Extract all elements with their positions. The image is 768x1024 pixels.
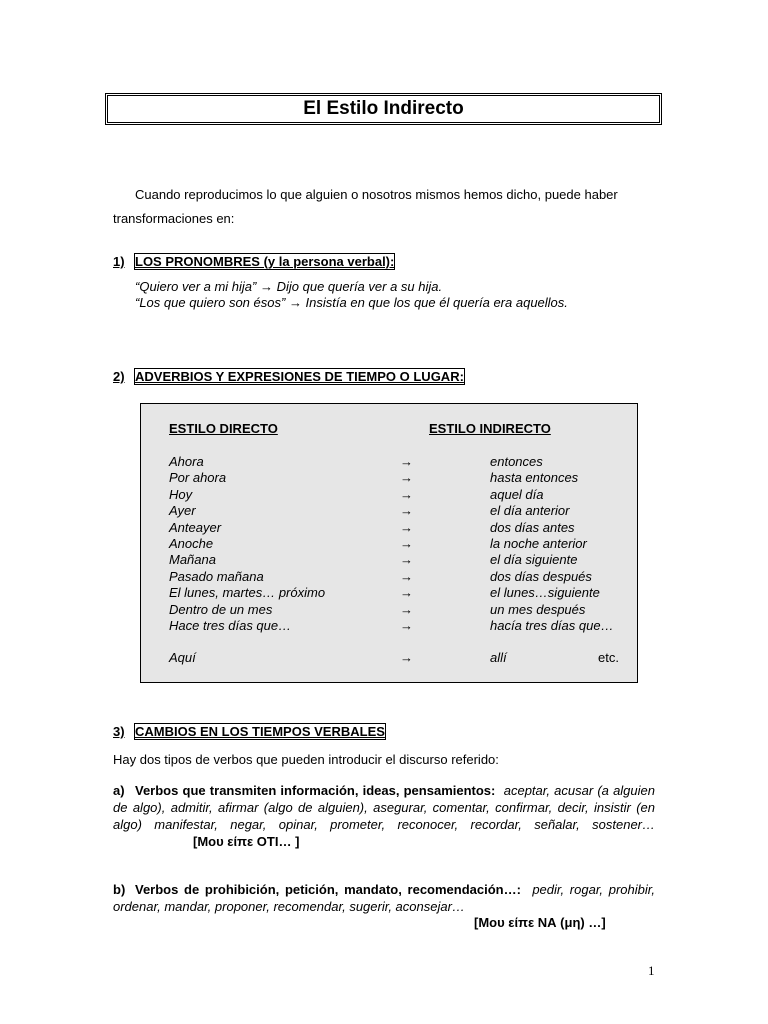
arrow-right-icon: →: [400, 568, 413, 584]
verbs-b-greek: [Μου είπε ΝΑ (μη) …]: [474, 915, 606, 930]
table-row: [169, 585, 629, 601]
example-result: Dijo que quería ver a su hija.: [273, 279, 443, 294]
row-indirect: aquel día: [490, 486, 544, 502]
verbs-b-paragraph: [113, 881, 655, 915]
verbs-a-label: a): [113, 783, 125, 798]
section-2-number: 2): [113, 369, 125, 384]
section-1-number: 1): [113, 254, 125, 269]
row-etc: etc.: [598, 650, 619, 665]
row-direct: Ahora: [169, 454, 204, 469]
section-3-number: 3): [113, 724, 125, 739]
row-indirect: entonces: [490, 454, 543, 469]
arrow-right-icon: →: [400, 454, 413, 469]
intro-line-2: transformaciones en:: [113, 211, 235, 226]
table-row: [169, 602, 629, 618]
row-direct: Anteayer: [169, 519, 222, 535]
table-row: [169, 503, 629, 519]
example-result: Insistía en que los que él quería era aquellos.: [301, 295, 568, 310]
row-indirect: el día siguiente: [490, 552, 578, 568]
table-row: [169, 536, 629, 552]
row-indirect: hacía tres días que…: [490, 618, 614, 633]
row-direct: Hoy: [169, 486, 193, 502]
table-row: [169, 454, 629, 470]
row-direct: El lunes, martes… próximo: [169, 585, 326, 601]
section-3-title: CAMBIOS EN LOS TIEMPOS VERBALES: [135, 724, 385, 739]
arrow-right-icon: →: [400, 585, 413, 601]
verbs-a-greek: [Μου είπε ΟΤΙ… ]: [193, 834, 300, 849]
section-1-examples: [135, 279, 568, 311]
table-row: [169, 470, 629, 486]
intro-paragraph: [113, 183, 658, 231]
row-indirect: la noche anterior: [490, 536, 587, 551]
arrow-right-icon: →: [400, 601, 413, 617]
section-2-title: ADVERBIOS Y EXPRESIONES DE TIEMPO O LUGAR:: [135, 369, 464, 384]
table-row: [169, 520, 629, 536]
example-line: [135, 295, 568, 311]
table-row: [169, 552, 629, 568]
title-box: [105, 93, 662, 125]
row-direct: Hace tres días que…: [169, 618, 292, 633]
table-row: [169, 487, 629, 503]
verbs-a-paragraph: [113, 782, 655, 850]
row-direct: Por ahora: [169, 470, 227, 486]
table-head-direct: ESTILO DIRECTO: [169, 421, 278, 436]
table-head-indirect: ESTILO INDIRECTO: [429, 421, 551, 436]
row-indirect: un mes después: [490, 601, 586, 617]
arrow-right-icon: →: [400, 519, 413, 535]
verbs-a-title: Verbos que transmiten información, ideas, pensamientos: [135, 783, 492, 798]
table-row-last: [169, 650, 629, 666]
row-indirect: el día anterior: [490, 503, 570, 519]
example-quote: “Los que quiero son ésos”: [135, 295, 286, 310]
arrow-right-icon: →: [400, 503, 413, 519]
arrow-right-icon: →: [400, 618, 413, 633]
section-2-heading: [113, 369, 464, 384]
arrow-right-icon: →: [400, 536, 413, 551]
arrow-right-icon: →: [288, 295, 302, 310]
row-indirect: el lunes…siguiente: [490, 585, 600, 601]
verbs-b-title: Verbos de prohibición, petición, mandato, recomendación…:: [135, 882, 521, 897]
row-direct: Mañana: [169, 552, 216, 568]
verbs-a-list: aceptar, acusar (a alguien de algo), admitir, afirmar (algo de alguien), asegurar, comentar, confirmar, decir, insistir (en algo) manifestar, negar, opinar, prometer, reconocer, recordar, señalar, sostener…: [113, 783, 655, 832]
row-indirect: dos días después: [490, 568, 592, 584]
page-number: 1: [648, 963, 655, 978]
row-direct: Ayer: [169, 503, 196, 519]
example-line: [135, 279, 568, 295]
intro-line-1: Cuando reproducimos lo que alguien o nosotros mismos hemos dicho, puede haber: [135, 187, 618, 202]
verbs-b-list: pedir, rogar, prohibir, ordenar, mandar, proponer, recomendar, sugerir, aconsejar…: [113, 882, 655, 914]
adverbs-table: [140, 403, 638, 683]
arrow-right-icon: →: [400, 650, 413, 665]
table-row: [169, 569, 629, 585]
arrow-right-icon: →: [400, 470, 413, 486]
arrow-right-icon: →: [400, 486, 413, 502]
row-indirect: allí: [490, 650, 507, 665]
section-3-heading: [113, 724, 385, 739]
arrow-right-icon: →: [400, 552, 413, 568]
row-direct: Aquí: [169, 650, 196, 665]
page-title: El Estilo Indirecto: [107, 95, 660, 123]
section-1-heading: [113, 254, 394, 269]
arrow-right-icon: →: [260, 279, 273, 294]
table-row: [169, 618, 629, 634]
row-indirect: dos días antes: [490, 519, 575, 535]
row-indirect: hasta entonces: [490, 470, 579, 486]
verbs-a-colon: :: [491, 783, 496, 798]
section-1-title: LOS PRONOMBRES (y la persona verbal):: [135, 254, 395, 269]
row-direct: Pasado mañana: [169, 568, 264, 584]
verbs-b-label: b): [113, 882, 126, 897]
section-3-intro: Hay dos tipos de verbos que pueden introducir el discurso referido:: [113, 752, 499, 767]
row-direct: Dentro de un mes: [169, 601, 273, 617]
example-quote: “Quiero ver a mi hija”: [135, 279, 257, 294]
row-direct: Anoche: [169, 536, 214, 551]
